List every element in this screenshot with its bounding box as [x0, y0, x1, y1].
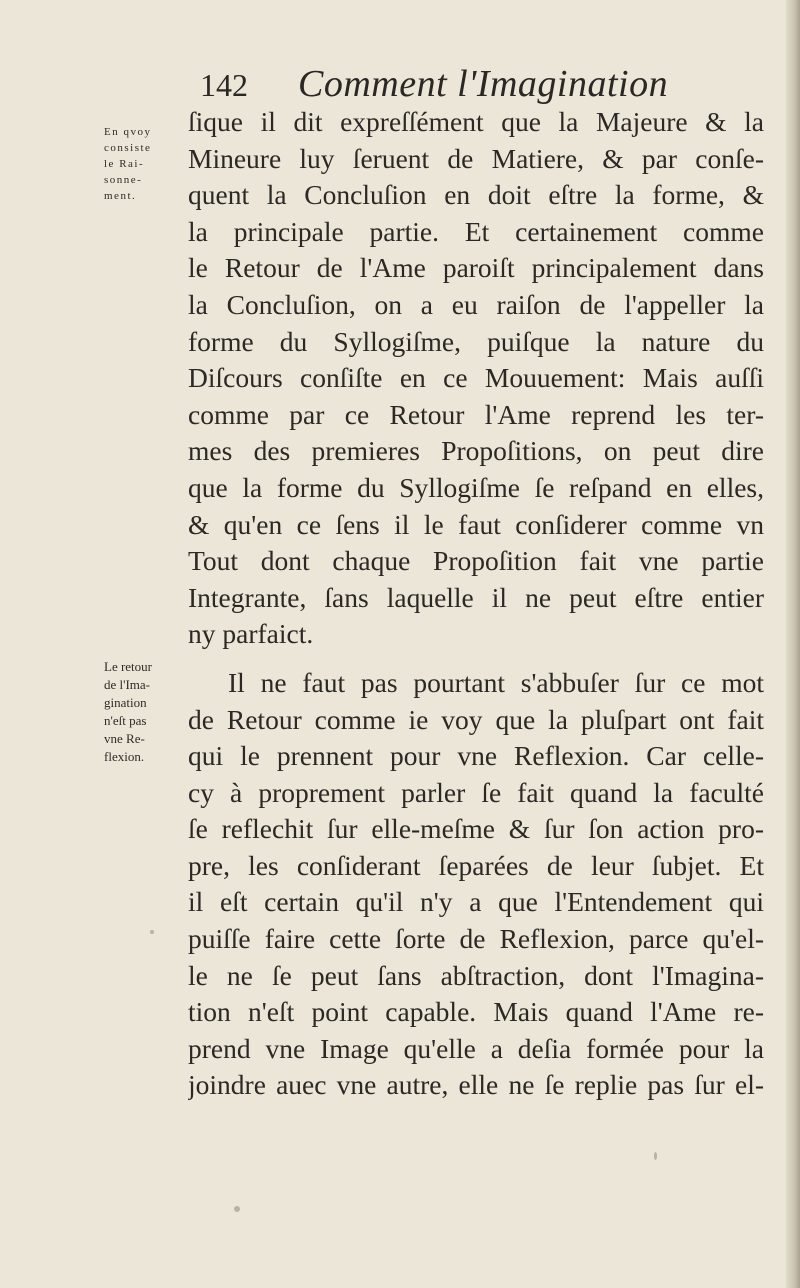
margin-note-line: consiste [104, 142, 152, 154]
text-line: ſique il dit expreſſément que la Majeure & la [188, 106, 764, 137]
text-line: tion n'eſt point capable. Mais quand l'Ame re- [188, 996, 764, 1028]
text-line: de Retour comme ie voy que la pluſpart ont fait [188, 703, 764, 735]
text-line: il eſt certain qu'il n'y a que l'Entendement qui [188, 886, 764, 918]
text-line: forme du Syllogiſme, puiſque la nature du [188, 325, 764, 357]
running-title: Comment l'Imagination [298, 63, 669, 105]
page-number: 142 [200, 67, 248, 103]
margin-note-line: gination [104, 695, 147, 710]
margin-note-retour [104, 658, 186, 766]
margin-note-line: En qvoy [104, 126, 152, 138]
paper-speck [150, 930, 154, 934]
text-line: ny parfaict. [188, 618, 314, 650]
text-line: mes des premieres Propoſitions, on peut dire [188, 435, 764, 467]
margin-note-line: vne Re- [104, 731, 145, 746]
text-line: que la forme du Syllogiſme ſe reſpand en elles, [188, 471, 764, 503]
margin-note-raisonnement [104, 124, 186, 204]
paragraph-2 [188, 665, 764, 1104]
text-line: Tout dont chaque Propoſition fait vne partie [188, 545, 764, 577]
body-text [188, 104, 764, 1104]
text-line: comme par ce Retour l'Ame reprend les ter- [188, 398, 764, 430]
margin-note-line: de l'Ima- [104, 677, 151, 692]
text-line: quent la Concluſion en doit eſtre la forme, & [188, 179, 764, 211]
text-line: la principale partie. Et certainement comme [188, 215, 764, 247]
margin-note-line: ment. [104, 190, 137, 202]
text-line: Diſcours conſiſte en ce Mouuement: Mais auſſi [188, 362, 764, 394]
page-header [190, 62, 770, 106]
margin-note-line: n'eſt pas [104, 713, 147, 728]
text-line: pre, les conſiderant ſeparées de leur ſubjet. Et [188, 849, 764, 881]
paper-speck [654, 1152, 657, 1160]
text-line: qui le prennent pour vne Reflexion. Car celle- [188, 740, 764, 772]
text-line: joindre auec vne autre, elle ne ſe replie pas ſur el- [188, 1069, 764, 1101]
text-line: puiſſe faire cette ſorte de Reflexion, parce qu'el- [188, 923, 764, 955]
text-line: prend vne Image qu'elle a deſia formée pour la [188, 1032, 764, 1064]
text-line: le ne ſe peut ſans abſtraction, dont l'Imagina- [188, 959, 764, 991]
text-line: ſe reflechit ſur elle-meſme & ſur ſon action pro- [188, 813, 764, 845]
text-line: la Concluſion, on a eu raiſon de l'appeller la [188, 288, 764, 320]
margin-note-line: flexion. [104, 749, 145, 764]
text-line: & qu'en ce ſens il le faut conſiderer comme vn [188, 508, 764, 540]
text-line: Integrante, ſans laquelle il ne peut eſtre entier [188, 581, 764, 613]
margin-note-line: sonne- [104, 174, 143, 186]
text-line: Il ne faut pas pourtant s'abbuſer ſur ce mot [228, 666, 764, 698]
margin-note-line: le Rai- [104, 158, 145, 170]
page-gutter [786, 0, 800, 1288]
paper-speck [234, 1206, 240, 1212]
paragraph-1 [188, 104, 764, 653]
text-line: cy à proprement parler ſe fait quand la faculté [188, 776, 764, 808]
margin-note-line: Le retour [104, 659, 153, 674]
text-line: Mineure luy ſeruent de Matiere, & par conſe- [188, 142, 764, 174]
text-line: le Retour de l'Ame paroiſt principalement dans [188, 252, 764, 284]
